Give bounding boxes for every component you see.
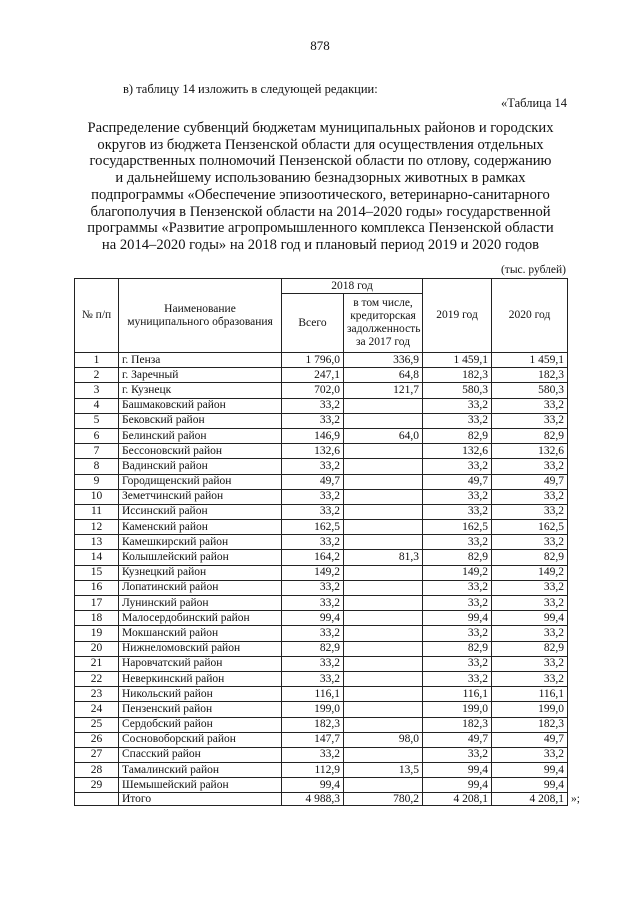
row-2019: 116,1 (423, 687, 492, 702)
row-total-2018: 82,9 (282, 641, 344, 656)
row-num: 16 (75, 580, 119, 595)
row-2019: 580,3 (423, 383, 492, 398)
row-2020: 182,3 (492, 717, 568, 732)
row-name: Спасский район (119, 747, 282, 762)
row-2019: 33,2 (423, 580, 492, 595)
total-num (75, 793, 119, 806)
row-debt-2017 (344, 565, 423, 580)
title-line: программы «Развитие агропромышленного комплекса Пензенской области (87, 220, 554, 237)
row-total-2018: 182,3 (282, 717, 344, 732)
row-name: Башмаковский район (119, 398, 282, 413)
row-2019: 33,2 (423, 656, 492, 671)
table-row (75, 353, 568, 368)
table-row (75, 535, 568, 550)
row-2020: 33,2 (492, 413, 568, 428)
row-total-2018: 33,2 (282, 398, 344, 413)
row-debt-2017 (344, 671, 423, 686)
row-debt-2017 (344, 596, 423, 611)
header-debt: в том числе, кредиторская задолженность за 2017 год (344, 294, 423, 353)
table-row (75, 747, 568, 762)
row-total-2018: 1 796,0 (282, 353, 344, 368)
row-2020: 99,4 (492, 763, 568, 778)
row-num: 7 (75, 444, 119, 459)
row-name: г. Пенза (119, 353, 282, 368)
row-total-2018: 99,4 (282, 611, 344, 626)
row-debt-2017 (344, 641, 423, 656)
row-2019: 199,0 (423, 702, 492, 717)
row-debt-2017: 336,9 (344, 353, 423, 368)
row-debt-2017 (344, 611, 423, 626)
row-2020: 33,2 (492, 626, 568, 641)
row-2019: 99,4 (423, 763, 492, 778)
row-2019: 49,7 (423, 732, 492, 747)
table-row (75, 641, 568, 656)
row-2019: 33,2 (423, 671, 492, 686)
row-debt-2017 (344, 747, 423, 762)
row-total-2018: 199,0 (282, 702, 344, 717)
row-num: 6 (75, 428, 119, 443)
row-debt-2017 (344, 444, 423, 459)
row-name: Неверкинский район (119, 671, 282, 686)
row-name: Шемышейский район (119, 778, 282, 793)
row-2020: 33,2 (492, 747, 568, 762)
row-num: 18 (75, 611, 119, 626)
row-2020: 33,2 (492, 596, 568, 611)
table-row (75, 368, 568, 383)
row-total-2018: 33,2 (282, 596, 344, 611)
row-debt-2017 (344, 778, 423, 793)
total-2020 (492, 793, 580, 806)
row-name: Белинский район (119, 428, 282, 443)
row-2019: 33,2 (423, 504, 492, 519)
row-total-2018: 702,0 (282, 383, 344, 398)
row-2020: 82,9 (492, 428, 568, 443)
row-total-2018: 33,2 (282, 504, 344, 519)
row-name: Бековский район (119, 413, 282, 428)
row-2020: 49,7 (492, 474, 568, 489)
title-line: подпрограммы «Обеспечение эпизоотического, ветеринарно-санитарного (91, 186, 550, 203)
row-num: 11 (75, 504, 119, 519)
row-debt-2017 (344, 413, 423, 428)
row-total-2018: 33,2 (282, 626, 344, 641)
row-2019: 82,9 (423, 550, 492, 565)
total-row (75, 793, 568, 806)
row-name: г. Заречный (119, 368, 282, 383)
title-line: округов из бюджета Пензенской области для осуществления отдельных (97, 136, 544, 153)
table-row (75, 656, 568, 671)
table-row (75, 489, 568, 504)
row-2019: 33,2 (423, 398, 492, 413)
row-debt-2017: 81,3 (344, 550, 423, 565)
row-2019: 33,2 (423, 747, 492, 762)
row-total-2018: 33,2 (282, 413, 344, 428)
header-name: Наименование муниципального образования (119, 279, 282, 353)
table-body (75, 353, 568, 793)
row-2019: 33,2 (423, 535, 492, 550)
row-2020: 132,6 (492, 444, 568, 459)
total-2019: 4 208,1 (423, 793, 492, 806)
row-name: Бессоновский район (119, 444, 282, 459)
row-name: Мокшанский район (119, 626, 282, 641)
row-2019: 182,3 (423, 717, 492, 732)
row-2019: 99,4 (423, 778, 492, 793)
row-name: Лопатинский район (119, 580, 282, 595)
row-2020: 49,7 (492, 732, 568, 747)
row-2019: 99,4 (423, 611, 492, 626)
row-debt-2017 (344, 656, 423, 671)
title-line: Распределение субвенций бюджетам муниципальных районов и городских (87, 120, 554, 136)
table-row (75, 459, 568, 474)
closing-mark: »; (571, 793, 580, 806)
row-name: Вадинский район (119, 459, 282, 474)
row-2019: 33,2 (423, 626, 492, 641)
row-total-2018: 116,1 (282, 687, 344, 702)
row-2020: 580,3 (492, 383, 568, 398)
table-row (75, 778, 568, 793)
row-num: 21 (75, 656, 119, 671)
header-2018: 2018 год (282, 279, 423, 294)
row-name: Земетчинский район (119, 489, 282, 504)
row-total-2018: 164,2 (282, 550, 344, 565)
row-total-2018: 147,7 (282, 732, 344, 747)
row-2019: 149,2 (423, 565, 492, 580)
row-num: 13 (75, 535, 119, 550)
row-2020: 33,2 (492, 504, 568, 519)
row-num: 8 (75, 459, 119, 474)
row-debt-2017 (344, 398, 423, 413)
row-debt-2017 (344, 580, 423, 595)
row-name: Кузнецкий район (119, 565, 282, 580)
row-2019: 33,2 (423, 596, 492, 611)
table-row (75, 504, 568, 519)
row-2019: 33,2 (423, 489, 492, 504)
row-name: Малосердобинский район (119, 611, 282, 626)
row-2020: 33,2 (492, 459, 568, 474)
row-2019: 182,3 (423, 368, 492, 383)
row-2020: 182,3 (492, 368, 568, 383)
row-name: Колышлейский район (119, 550, 282, 565)
row-name: Пензенский район (119, 702, 282, 717)
row-num: 12 (75, 520, 119, 535)
row-2020: 33,2 (492, 535, 568, 550)
row-num: 9 (75, 474, 119, 489)
row-2020: 149,2 (492, 565, 568, 580)
table-row (75, 580, 568, 595)
table-row (75, 520, 568, 535)
row-name: Камешкирский район (119, 535, 282, 550)
total-2020-value: 4 208,1 (529, 793, 565, 806)
row-total-2018: 33,2 (282, 656, 344, 671)
row-total-2018: 149,2 (282, 565, 344, 580)
row-total-2018: 33,2 (282, 459, 344, 474)
row-num: 29 (75, 778, 119, 793)
table-row (75, 626, 568, 641)
row-num: 15 (75, 565, 119, 580)
row-total-2018: 33,2 (282, 489, 344, 504)
row-name: Сердобский район (119, 717, 282, 732)
row-num: 4 (75, 398, 119, 413)
row-2020: 199,0 (492, 702, 568, 717)
row-num: 14 (75, 550, 119, 565)
row-debt-2017 (344, 717, 423, 732)
row-2019: 82,9 (423, 641, 492, 656)
table-row (75, 671, 568, 686)
row-name: Тамалинский район (119, 763, 282, 778)
row-total-2018: 33,2 (282, 747, 344, 762)
row-debt-2017 (344, 474, 423, 489)
header-num: № п/п (75, 279, 119, 353)
table-row (75, 474, 568, 489)
table-row (75, 687, 568, 702)
row-debt-2017 (344, 535, 423, 550)
row-debt-2017 (344, 489, 423, 504)
row-name: Сосновоборский район (119, 732, 282, 747)
total-debt: 780,2 (344, 793, 423, 806)
row-2019: 132,6 (423, 444, 492, 459)
document-title (74, 120, 567, 254)
row-num: 1 (75, 353, 119, 368)
row-2020: 33,2 (492, 580, 568, 595)
page-number: 878 (310, 38, 330, 53)
table-row (75, 611, 568, 626)
units-label: (тыс. рублей) (500, 264, 566, 276)
row-2019: 1 459,1 (423, 353, 492, 368)
table-row (75, 428, 568, 443)
row-debt-2017: 98,0 (344, 732, 423, 747)
row-debt-2017: 64,8 (344, 368, 423, 383)
row-2020: 99,4 (492, 778, 568, 793)
row-name: Иссинский район (119, 504, 282, 519)
row-2020: 82,9 (492, 550, 568, 565)
row-debt-2017 (344, 687, 423, 702)
row-debt-2017 (344, 702, 423, 717)
title-line: благополучия в Пензенской области на 2014–2020 годы» государственной (90, 203, 551, 220)
total-label: Итого (119, 793, 282, 806)
title-line: на 2014–2020 годы» на 2018 год и плановый период 2019 и 2020 годов (101, 236, 540, 253)
header-total: Всего (282, 294, 344, 353)
header-2019: 2019 год (423, 279, 492, 353)
row-total-2018: 33,2 (282, 580, 344, 595)
row-2020: 1 459,1 (492, 353, 568, 368)
row-total-2018: 146,9 (282, 428, 344, 443)
table-row (75, 398, 568, 413)
row-2019: 82,9 (423, 428, 492, 443)
row-debt-2017 (344, 459, 423, 474)
row-num: 5 (75, 413, 119, 428)
row-num: 10 (75, 489, 119, 504)
table-row (75, 763, 568, 778)
row-2020: 33,2 (492, 656, 568, 671)
row-2020: 33,2 (492, 398, 568, 413)
row-total-2018: 33,2 (282, 671, 344, 686)
row-total-2018: 162,5 (282, 520, 344, 535)
row-total-2018: 112,9 (282, 763, 344, 778)
header-2020: 2020 год (492, 279, 568, 353)
table-row (75, 550, 568, 565)
row-total-2018: 132,6 (282, 444, 344, 459)
row-num: 27 (75, 747, 119, 762)
row-debt-2017: 13,5 (344, 763, 423, 778)
row-2020: 33,2 (492, 671, 568, 686)
row-name: Каменский район (119, 520, 282, 535)
row-2020: 33,2 (492, 489, 568, 504)
table-row (75, 702, 568, 717)
table-row (75, 444, 568, 459)
row-num: 3 (75, 383, 119, 398)
row-num: 17 (75, 596, 119, 611)
row-name: Наровчатский район (119, 656, 282, 671)
row-debt-2017: 121,7 (344, 383, 423, 398)
row-num: 24 (75, 702, 119, 717)
row-debt-2017: 64,0 (344, 428, 423, 443)
intro-text: в) таблицу 14 изложить в следующей редакции: (123, 82, 378, 96)
row-2019: 49,7 (423, 474, 492, 489)
title-line: и дальнейшему использованию безнадзорных животных в рамках (115, 170, 526, 187)
row-name: г. Кузнецк (119, 383, 282, 398)
row-2020: 116,1 (492, 687, 568, 702)
row-2019: 33,2 (423, 413, 492, 428)
row-num: 26 (75, 732, 119, 747)
row-2019: 33,2 (423, 459, 492, 474)
row-debt-2017 (344, 504, 423, 519)
table-row (75, 565, 568, 580)
subventions-table (74, 278, 580, 806)
table-row (75, 596, 568, 611)
row-name: Нижнеломовский район (119, 641, 282, 656)
total-2018: 4 988,3 (282, 793, 344, 806)
row-total-2018: 33,2 (282, 535, 344, 550)
row-2019: 162,5 (423, 520, 492, 535)
row-num: 19 (75, 626, 119, 641)
table-label: «Таблица 14 (501, 96, 567, 110)
row-name: Никольский район (119, 687, 282, 702)
row-num: 25 (75, 717, 119, 732)
title-line: государственных полномочий Пензенской области по отлову, содержанию (89, 153, 552, 170)
row-num: 22 (75, 671, 119, 686)
row-debt-2017 (344, 520, 423, 535)
row-total-2018: 49,7 (282, 474, 344, 489)
row-2020: 82,9 (492, 641, 568, 656)
row-2020: 162,5 (492, 520, 568, 535)
row-num: 23 (75, 687, 119, 702)
row-num: 20 (75, 641, 119, 656)
row-name: Городищенский район (119, 474, 282, 489)
table-row (75, 717, 568, 732)
row-total-2018: 247,1 (282, 368, 344, 383)
row-name: Лунинский район (119, 596, 282, 611)
table-row (75, 413, 568, 428)
table-row (75, 732, 568, 747)
row-debt-2017 (344, 626, 423, 641)
row-total-2018: 99,4 (282, 778, 344, 793)
row-num: 2 (75, 368, 119, 383)
table-row (75, 383, 568, 398)
row-2020: 99,4 (492, 611, 568, 626)
row-num: 28 (75, 763, 119, 778)
